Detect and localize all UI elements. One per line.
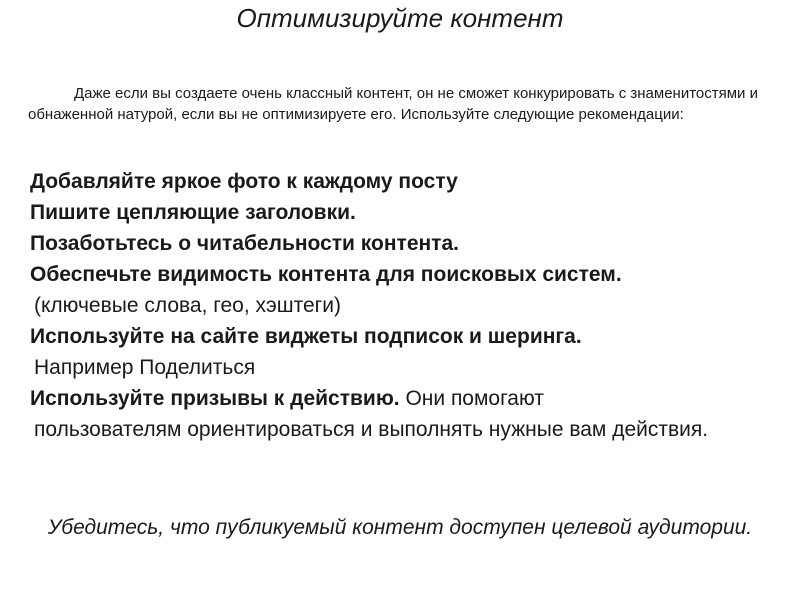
list-item-heading: Пишите цепляющие заголовки. [30, 201, 356, 224]
list-item-heading: Позаботьтесь о читабельности контента. [30, 232, 459, 255]
list-item [8, 321, 792, 383]
list-item [8, 259, 792, 321]
list-item [8, 383, 792, 445]
list-item [8, 197, 792, 228]
footer-note: Убедитесь, что публикуемый контент доступен целевой аудитории. [47, 516, 753, 539]
list-item-detail: Например Поделиться [34, 356, 256, 379]
list-item-heading: Обеспечьте видимость контента для поисковых систем. [30, 263, 622, 286]
list-item-heading: Добавляйте яркое фото к каждому посту [30, 170, 458, 193]
list-item-detail: (ключевые слова, гео, хэштеги) [34, 294, 342, 317]
list-item [8, 166, 792, 197]
page-title: Оптимизируйте контент [236, 3, 564, 33]
list-item-detail: пользователям ориентироваться и выполнять нужные вам действия. [34, 418, 709, 441]
list-item-heading: Используйте призывы к действию. [30, 387, 400, 410]
list-item-heading: Используйте на сайте виджеты подписок и шеринга. [30, 325, 582, 348]
list-item-tail: Они помогают [399, 387, 544, 410]
intro-paragraph: Даже если вы создаете очень классный контент, он не сможет конкурировать с знаменитостями и обнаженной натурой, если вы не оптимизируете его. Используйте следующие рекомендации: [28, 85, 758, 123]
recommendations-list [8, 166, 792, 445]
list-item [8, 228, 792, 259]
